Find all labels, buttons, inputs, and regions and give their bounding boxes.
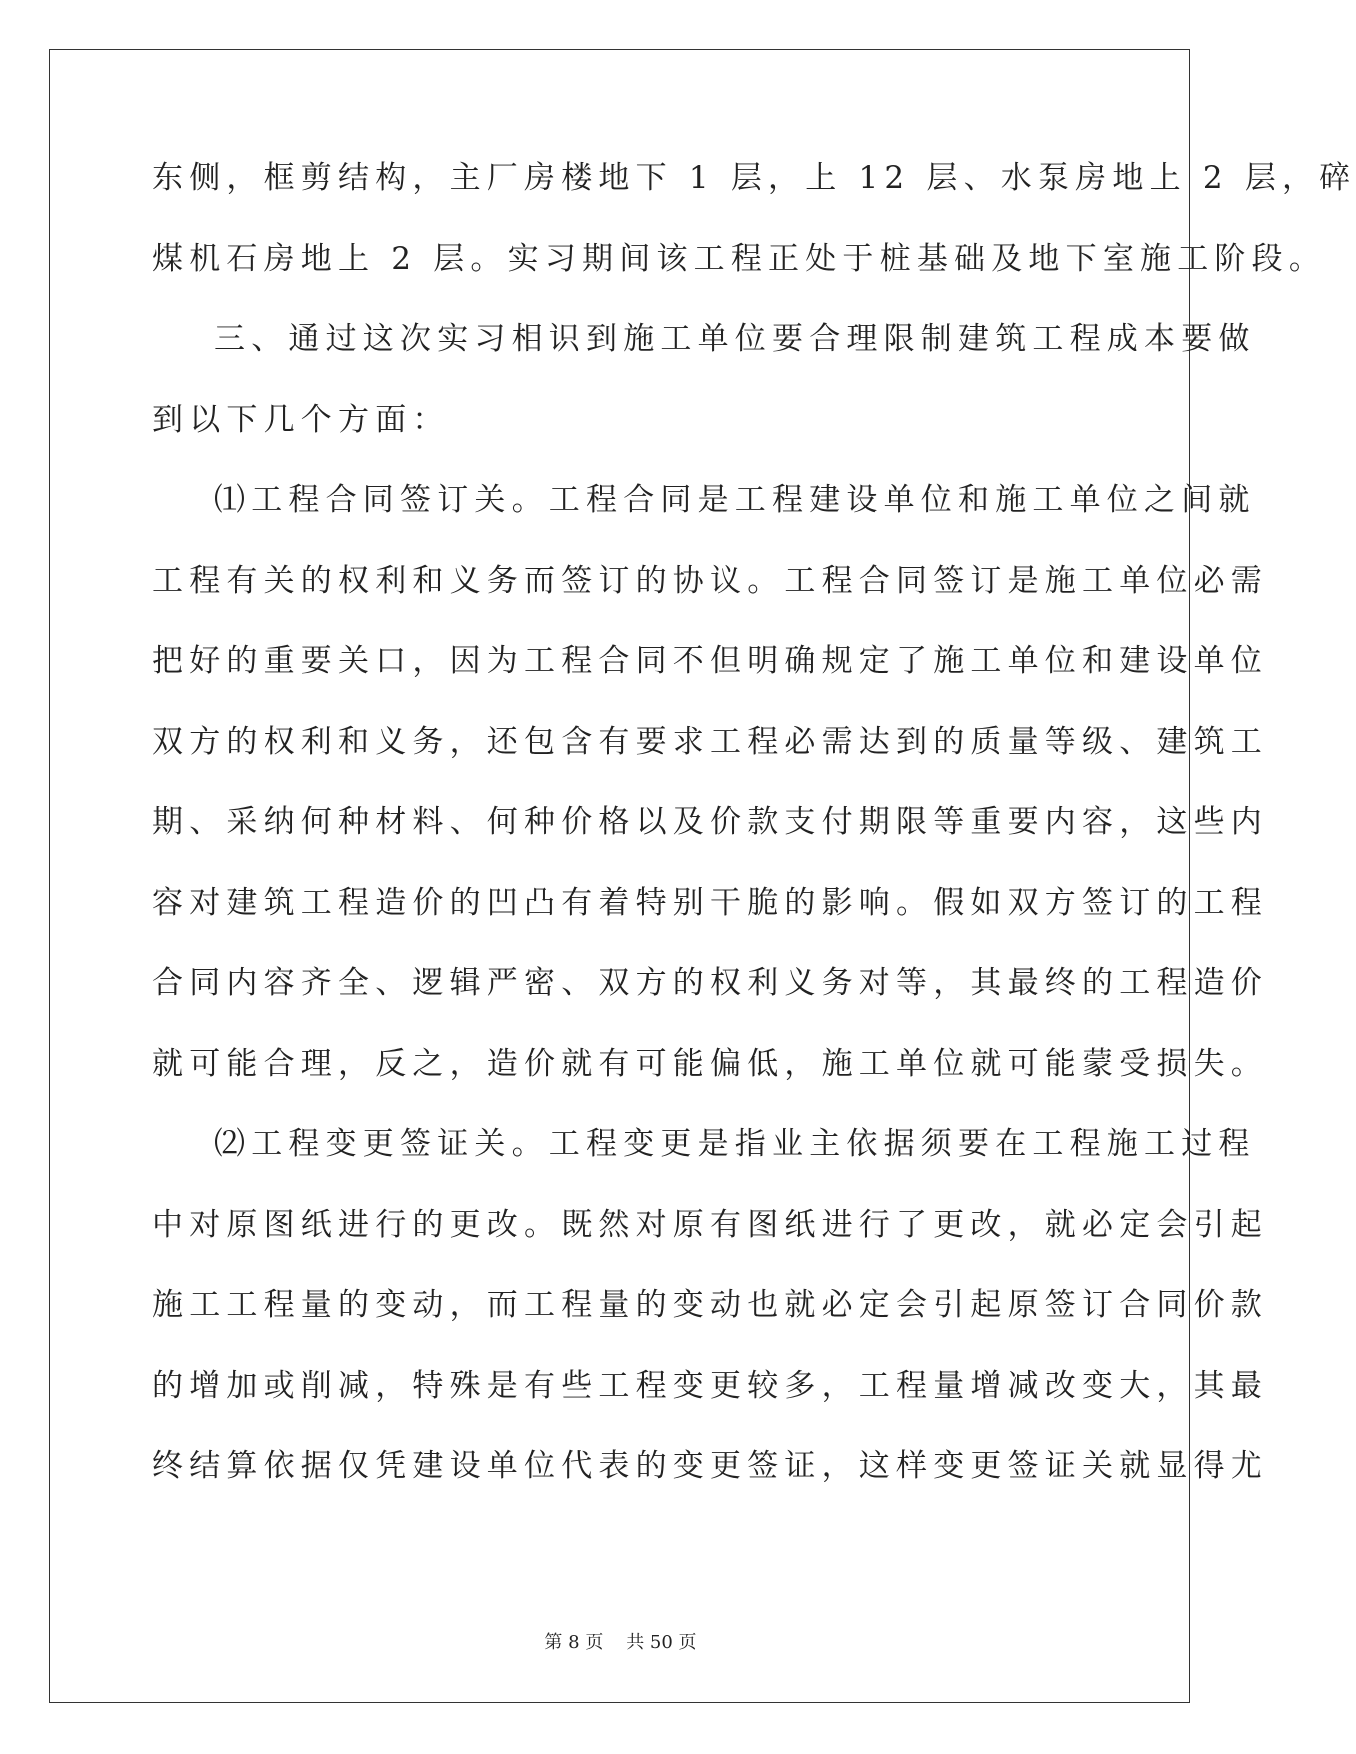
text-line-10: 容对建筑工程造价的凹凸有着特别干脆的影响。假如双方签订的工程 <box>152 884 1268 921</box>
text-line-13: ⑵工程变更签证关。工程变更是指业主依据须要在工程施工过程 <box>214 1126 1256 1162</box>
text-line-17: 终结算依据仅凭建设单位代表的变更签证，这样变更签证关就显得尤 <box>152 1448 1268 1484</box>
text-line-5: ⑴工程合同签订关。工程合同是工程建设单位和施工单位之间就 <box>214 482 1256 518</box>
text-line-14: 中对原图纸进行的更改。既然对原有图纸进行了更改，就必定会引起 <box>152 1206 1268 1243</box>
text-line-16: 的增加或削减，特殊是有些工程变更较多，工程量增减改变大，其最 <box>152 1367 1268 1404</box>
text-line-1: 东侧，框剪结构，主厂房楼地下 1 层，上 12 层、水泵房地上 2 层，碎 <box>152 160 1356 196</box>
text-line-11: 合同内容齐全、逻辑严密、双方的权利义务对等，其最终的工程造价 <box>152 965 1268 1001</box>
page-number-footer: 第 8 页 共 50 页 <box>544 1632 697 1653</box>
text-line-8: 双方的权利和义务，还包含有要求工程必需达到的质量等级、建筑工 <box>152 723 1268 760</box>
document-body <box>152 160 1356 1531</box>
text-line-4: 到以下几个方面： <box>152 401 450 438</box>
text-line-12: 就可能合理，反之，造价就有可能偏低，施工单位就可能蒙受损失。 <box>152 1045 1268 1082</box>
text-line-2: 煤机石房地上 2 层。实习期间该工程正处于桩基础及地下室施工阶段。 <box>152 240 1327 277</box>
text-line-3: 三、通过这次实习相识到施工单位要合理限制建筑工程成本要做 <box>214 321 1256 357</box>
text-line-15: 施工工程量的变动，而工程量的变动也就必定会引起原签订合同价款 <box>152 1287 1268 1323</box>
text-line-7: 把好的重要关口，因为工程合同不但明确规定了施工单位和建设单位 <box>152 643 1268 679</box>
text-line-9: 期、采纳何种材料、何种价格以及价款支付期限等重要内容，这些内 <box>152 804 1268 840</box>
text-line-6: 工程有关的权利和义务而签订的协议。工程合同签订是施工单位必需 <box>152 562 1268 599</box>
